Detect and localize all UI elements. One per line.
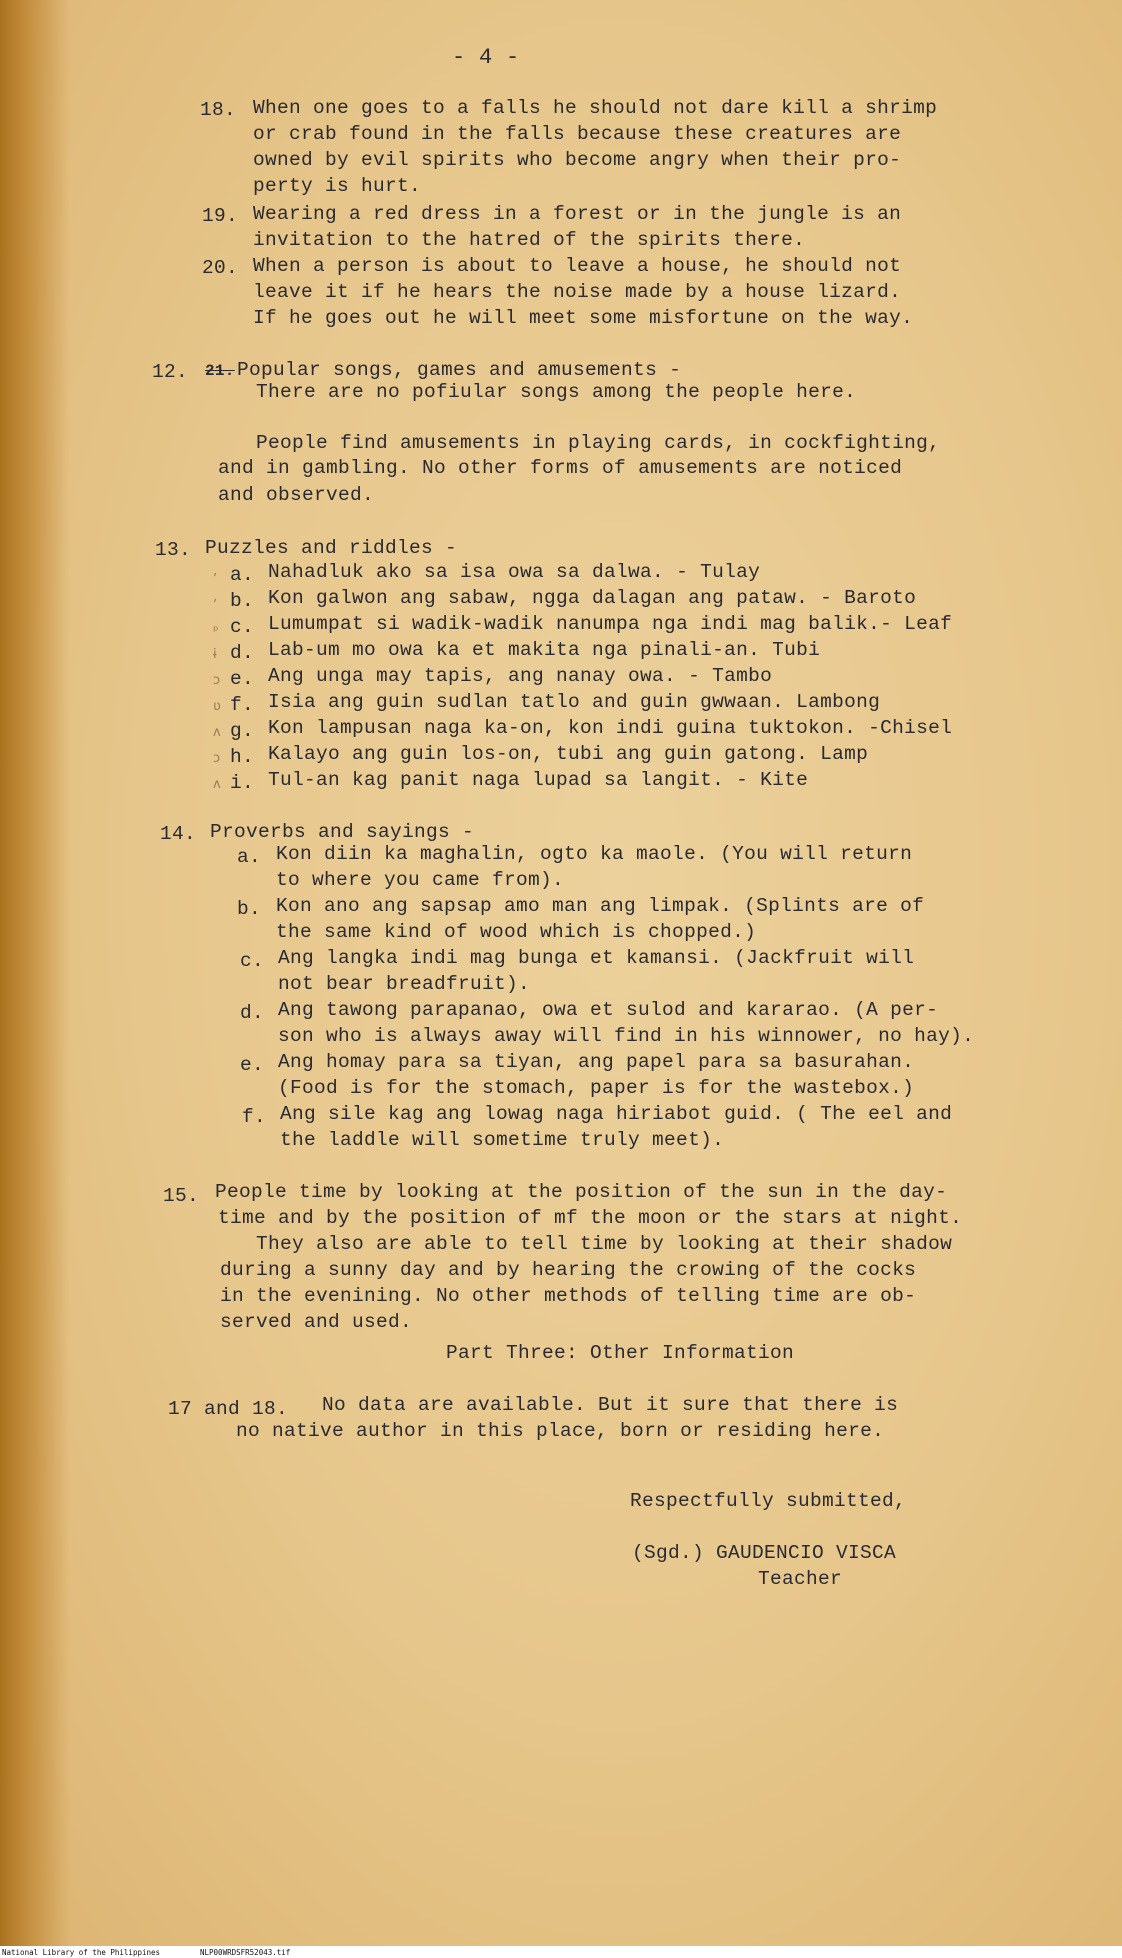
riddle-letter: d. <box>230 642 255 664</box>
section-heading: Puzzles and riddles - <box>205 537 458 559</box>
item-number: 20. <box>202 257 239 279</box>
riddle-letter: e. <box>230 668 255 690</box>
riddle-letter: i. <box>230 772 255 794</box>
riddle-text: Ang unga may tapis, ang nanay owa. - Tambo <box>268 665 773 687</box>
section-line: No data are available. But it sure that there is <box>322 1394 899 1416</box>
proverb-line: Kon ano ang sapsap amo man ang limpak. (Splints are of <box>276 895 925 917</box>
proverb-line: (Food is for the stomach, paper is for the wastebox.) <box>278 1077 915 1099</box>
margin-mark: ’ <box>213 598 218 613</box>
section-number: 12. <box>152 361 189 383</box>
item-line: leave it if he hears the noise made by a house lizard. <box>253 281 902 303</box>
item-number: 19. <box>202 205 239 227</box>
section-heading: Proverbs and sayings - <box>210 821 475 843</box>
riddle-text: Lumumpat si wadik-wadik nanumpa nga indi mag balik.- Leaf <box>268 613 953 635</box>
proverb-letter: d. <box>240 1002 265 1024</box>
margin-mark: ʌ <box>213 777 221 792</box>
margin-mark: ʌ <box>213 725 221 740</box>
item-line: Wearing a red dress in a forest or in the jungle is an <box>253 203 902 225</box>
section-line: People time by looking at the position of the sun in the day- <box>215 1181 948 1203</box>
margin-mark: ɨ <box>213 647 217 662</box>
riddle-letter: b. <box>230 590 255 612</box>
riddle-letter: c. <box>230 616 255 638</box>
proverb-line: the same kind of wood which is chopped.) <box>276 921 757 943</box>
proverb-line: Ang tawong parapanao, owa et sulod and kararao. (A per- <box>278 999 939 1021</box>
riddle-text: Lab-um mo owa ka et makita nga pinali-an. Tubi <box>268 639 821 661</box>
riddle-letter: h. <box>230 746 255 768</box>
proverb-letter: b. <box>237 898 262 920</box>
riddle-letter: g. <box>230 720 255 742</box>
proverb-letter: f. <box>242 1106 267 1128</box>
struck-number: 21. <box>205 362 235 380</box>
page-binding-shadow <box>0 0 70 1946</box>
section-number: 15. <box>163 1185 200 1207</box>
riddle-letter: a. <box>230 564 255 586</box>
proverb-line: to where you came from). <box>276 869 565 891</box>
section-line: There are no pofiular songs among the people here. <box>256 381 857 403</box>
proverb-line: not bear breadfruit). <box>278 973 531 995</box>
section-number: 17 and 18. <box>168 1398 289 1420</box>
part-heading: Part Three: Other Information <box>446 1342 795 1364</box>
riddle-letter: f. <box>230 694 255 716</box>
item-line: When a person is about to leave a house, he should not <box>253 255 902 277</box>
paragraph-line: People find amusements in playing cards, in cockfighting, <box>256 432 941 454</box>
margin-mark: ʋ <box>213 699 221 714</box>
margin-mark: ɔ <box>213 673 221 688</box>
margin-mark: ɔ <box>213 751 221 766</box>
paragraph-line: during a sunny day and by hearing the crowing of the cocks <box>220 1259 917 1281</box>
proverb-line: the laddle will sometime truly meet). <box>280 1129 725 1151</box>
closing-salutation: Respectfully submitted, <box>630 1490 907 1512</box>
riddle-text: Kon galwon ang sabaw, ngga dalagan ang pataw. - Baroto <box>268 587 917 609</box>
proverb-line: Ang homay para sa tiyan, ang papel para sa basurahan. <box>278 1051 915 1073</box>
footer-library-name: National Library of the Philippines <box>2 1948 161 1957</box>
proverb-line: Kon diin ka maghalin, ogto ka maole. (You will return <box>276 843 913 865</box>
section-line: no native author in this place, born or residing here. <box>236 1420 885 1442</box>
proverb-line: son who is always away will find in his winnower, no hay). <box>278 1025 975 1047</box>
proverb-letter: a. <box>237 846 262 868</box>
item-line: When one goes to a falls he should not dare kill a shrimp <box>253 97 938 119</box>
page-number: - 4 - <box>452 45 520 70</box>
item-line: If he goes out he will meet some misfortune on the way. <box>253 307 914 329</box>
scan-footer <box>0 1946 1122 1958</box>
item-number: 18. <box>200 99 237 121</box>
paragraph-line: in the evenining. No other methods of telling time are ob- <box>220 1285 917 1307</box>
section-line: time and by the position of mf the moon or the stars at night. <box>218 1207 963 1229</box>
section-heading: Popular songs, games and amusements - <box>237 359 682 381</box>
margin-mark: ᵖ <box>213 624 219 639</box>
paragraph-line: and in gambling. No other forms of amusements are noticed <box>218 457 903 479</box>
proverb-line: Ang sile kag ang lowag naga hiriabot guid. ( The eel and <box>280 1103 953 1125</box>
riddle-text: Tul-an kag panit naga lupad sa langit. - Kite <box>268 769 809 791</box>
item-line: owned by evil spirits who become angry when their pro- <box>253 149 902 171</box>
paragraph-line: and observed. <box>218 484 375 506</box>
riddle-text: Isia ang guin sudlan tatlo and guin gwwaan. Lambong <box>268 691 881 713</box>
signatory-title: Teacher <box>758 1568 843 1590</box>
item-line: invitation to the hatred of the spirits there. <box>253 229 806 251</box>
margin-mark: ’ <box>213 572 218 587</box>
signature-line: (Sgd.) GAUDENCIO VISCA <box>632 1542 897 1564</box>
section-number: 13. <box>155 539 192 561</box>
paragraph-line: They also are able to tell time by looking at their shadow <box>256 1233 953 1255</box>
footer-file-name: NLP00WRDSFR52043.tif <box>200 1948 291 1957</box>
proverb-line: Ang langka indi mag bunga et kamansi. (Jackfruit will <box>278 947 915 969</box>
riddle-text: Kon lampusan naga ka-on, kon indi guina tuktokon. -Chisel <box>268 717 953 739</box>
item-line: perty is hurt. <box>253 175 422 197</box>
proverb-letter: c. <box>240 950 265 972</box>
item-line: or crab found in the falls because these creatures are <box>253 123 902 145</box>
proverb-letter: e. <box>240 1054 265 1076</box>
riddle-text: Kalayo ang guin los-on, tubi ang guin gatong. Lamp <box>268 743 869 765</box>
riddle-text: Nahadluk ako sa isa owa sa dalwa. - Tulay <box>268 561 761 583</box>
paragraph-line: served and used. <box>220 1311 413 1333</box>
section-number: 14. <box>160 823 197 845</box>
